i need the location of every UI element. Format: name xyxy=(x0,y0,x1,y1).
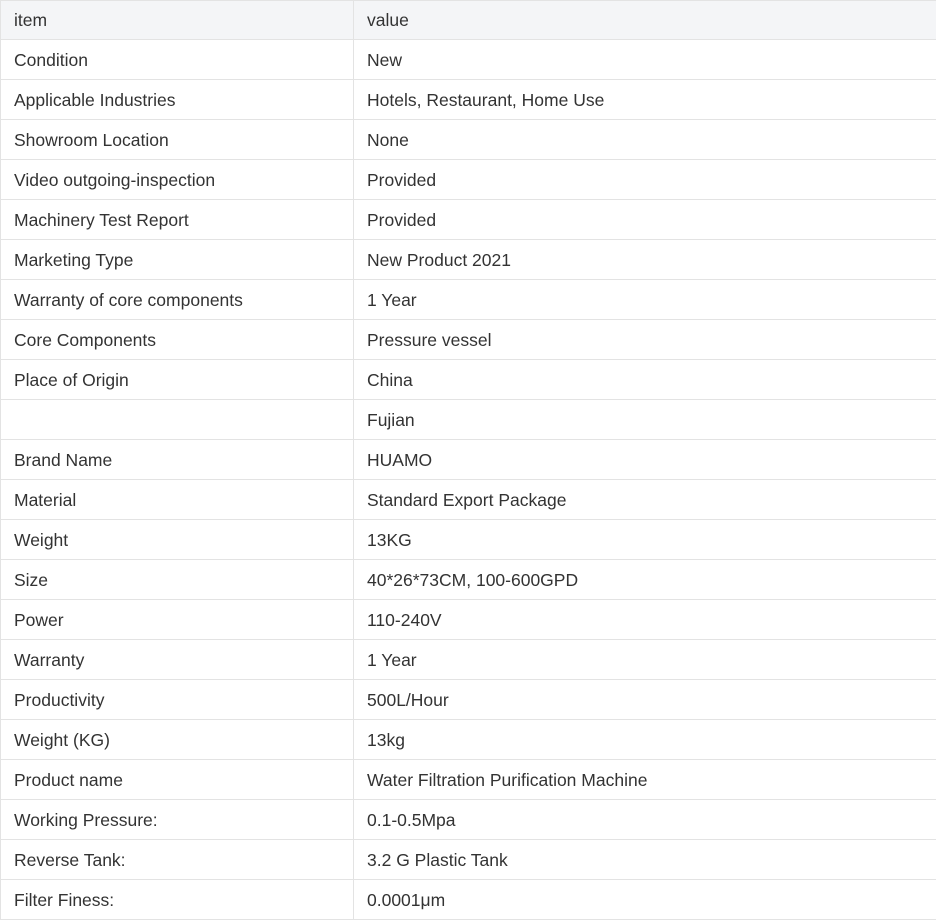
item-cell: Warranty of core components xyxy=(1,280,354,320)
table-row xyxy=(1,800,936,840)
item-cell: Filter Finess: xyxy=(1,880,354,920)
table-row xyxy=(1,320,936,360)
item-cell xyxy=(1,400,354,440)
item-cell: Core Components xyxy=(1,320,354,360)
value-cell: 0.1-0.5Mpa xyxy=(354,800,936,840)
value-column-header: value xyxy=(354,1,936,40)
item-cell: Size xyxy=(1,560,354,600)
item-cell: Brand Name xyxy=(1,440,354,480)
table-row xyxy=(1,200,936,240)
item-cell: Weight (KG) xyxy=(1,720,354,760)
table-row xyxy=(1,840,936,880)
table-row xyxy=(1,160,936,200)
table-row xyxy=(1,720,936,760)
item-cell: Weight xyxy=(1,520,354,560)
item-cell: Power xyxy=(1,600,354,640)
table-row xyxy=(1,640,936,680)
value-cell: Provided xyxy=(354,160,936,200)
value-cell: 500L/Hour xyxy=(354,680,936,720)
item-cell: Place of Origin xyxy=(1,360,354,400)
table-row xyxy=(1,760,936,800)
item-cell: Marketing Type xyxy=(1,240,354,280)
item-column-header: item xyxy=(1,1,354,40)
spec-table-body xyxy=(1,40,936,920)
item-cell: Material xyxy=(1,480,354,520)
value-cell: Provided xyxy=(354,200,936,240)
value-cell: Pressure vessel xyxy=(354,320,936,360)
value-cell: 1 Year xyxy=(354,640,936,680)
item-cell: Working Pressure: xyxy=(1,800,354,840)
value-cell: New Product 2021 xyxy=(354,240,936,280)
value-cell: None xyxy=(354,120,936,160)
item-cell: Video outgoing-inspection xyxy=(1,160,354,200)
value-cell: Water Filtration Purification Machine xyxy=(354,760,936,800)
value-cell: 110-240V xyxy=(354,600,936,640)
table-row xyxy=(1,360,936,400)
table-row xyxy=(1,120,936,160)
value-cell: 3.2 G Plastic Tank xyxy=(354,840,936,880)
value-cell: Standard Export Package xyxy=(354,480,936,520)
value-cell: 13kg xyxy=(354,720,936,760)
item-cell: Applicable Industries xyxy=(1,80,354,120)
table-row xyxy=(1,560,936,600)
item-cell: Reverse Tank: xyxy=(1,840,354,880)
item-cell: Warranty xyxy=(1,640,354,680)
value-cell: New xyxy=(354,40,936,80)
value-cell: 0.0001μm xyxy=(354,880,936,920)
table-row xyxy=(1,880,936,920)
header-row xyxy=(1,1,936,40)
table-row xyxy=(1,680,936,720)
item-cell: Productivity xyxy=(1,680,354,720)
table-row xyxy=(1,520,936,560)
item-cell: Product name xyxy=(1,760,354,800)
table-row xyxy=(1,280,936,320)
value-cell: 13KG xyxy=(354,520,936,560)
value-cell: HUAMO xyxy=(354,440,936,480)
value-cell: China xyxy=(354,360,936,400)
item-cell: Showroom Location xyxy=(1,120,354,160)
table-row xyxy=(1,480,936,520)
value-cell: Hotels, Restaurant, Home Use xyxy=(354,80,936,120)
table-row xyxy=(1,600,936,640)
table-row xyxy=(1,440,936,480)
table-row xyxy=(1,40,936,80)
value-cell: Fujian xyxy=(354,400,936,440)
item-cell: Machinery Test Report xyxy=(1,200,354,240)
table-row xyxy=(1,400,936,440)
table-row xyxy=(1,80,936,120)
value-cell: 1 Year xyxy=(354,280,936,320)
spec-table-header xyxy=(1,1,936,40)
item-cell: Condition xyxy=(1,40,354,80)
value-cell: 40*26*73CM, 100-600GPD xyxy=(354,560,936,600)
table-row xyxy=(1,240,936,280)
